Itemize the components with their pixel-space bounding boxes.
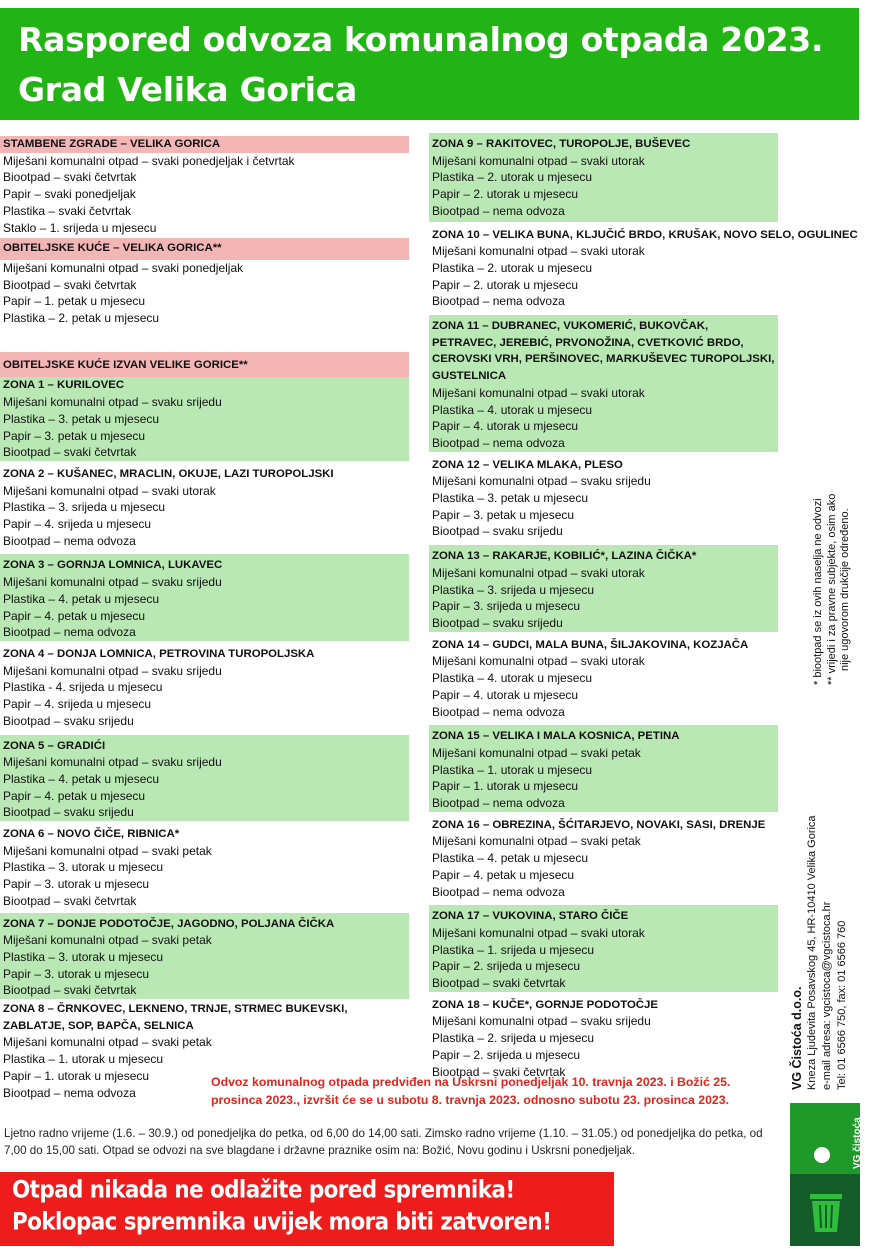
- zone-title: ZONA 14 – GUDCI, MALA BUNA, ŠILJAKOVINA, KOZJAČA: [432, 638, 749, 651]
- list-item: Biootpad – nema odvoza: [432, 884, 565, 899]
- zone-title: ZONA 3 – GORNJA LOMNICA, LUKAVEC: [3, 559, 223, 572]
- list-item: Miješani komunalni otpad – svaku srijedu: [3, 395, 222, 410]
- page-subtitle: Grad Velika Gorica: [18, 70, 357, 109]
- list-item: Miješani komunalni otpad – svaki petak: [3, 843, 212, 858]
- list-item: Biootpad – nema odvoza: [3, 625, 136, 640]
- list-item: Papir – 1. utorak u mjesecu: [432, 779, 579, 794]
- list-item: Plastika - 4. srijeda u mjesecu: [3, 680, 163, 695]
- list-item: Miješani komunalni otpad – svaki petak: [432, 745, 641, 760]
- zone-16: [429, 812, 778, 901]
- list-item: Papir – 1. utorak u mjesecu: [3, 1068, 150, 1083]
- list-item: Plastika – 3. srijeda u mjesecu: [432, 582, 595, 597]
- list-item: Plastika – 1. utorak u mjesecu: [432, 762, 593, 777]
- list-item: Miješani komunalni otpad – svaku srijedu: [3, 663, 222, 678]
- zone-15: [429, 725, 778, 812]
- list-item: Miješani komunalni otpad – svaki ponedjeljak i četvrtak: [3, 153, 295, 168]
- zone-14: [429, 632, 778, 721]
- list-item: Miješani komunalni otpad – svaki utorak: [432, 385, 645, 400]
- zone-17: [429, 905, 778, 992]
- zone-title: ZONA 1 – KURILOVEC: [3, 379, 125, 392]
- zone-11: [429, 315, 778, 452]
- list-item: Miješani komunalni otpad – svaku srijedu: [3, 575, 222, 590]
- list-item: Biootpad – nema odvoza: [432, 704, 565, 719]
- list-item: Staklo – 1. srijeda u mjesecu: [3, 220, 157, 235]
- list-item: Miješani komunalni otpad – svaki utorak: [432, 925, 645, 940]
- list-item: Plastika – svaki četvrtak: [3, 203, 132, 218]
- list-item: Papir – 4. utorak u mjesecu: [432, 419, 579, 434]
- list-item: Miješani komunalni otpad – svaku srijedu: [3, 755, 222, 770]
- zone-title: ZONA 9 – RAKITOVEC, TUROPOLJE, BUŠEVEC: [432, 138, 691, 150]
- list-item: Plastika – 3. petak u mjesecu: [432, 491, 589, 506]
- list-item: Plastika – 4. utorak u mjesecu: [432, 402, 593, 417]
- list-item: Plastika – 3. utorak u mjesecu: [3, 860, 164, 875]
- zone-1: [0, 377, 409, 461]
- list-item: Papir – 4. srijeda u mjesecu: [3, 697, 152, 712]
- zone-4: [0, 641, 409, 730]
- list-item: Miješani komunalni otpad – svaki petak: [3, 933, 212, 948]
- list-item: Miješani komunalni otpad – svaki petak: [3, 1035, 212, 1050]
- footnotes: [812, 494, 853, 685]
- zone-title: ZONA 8 – ČRNKOVEC, LEKNENO, TRNJE, STRMEC BUKEVSKI, ZABLATJE, SOP, BAPČA, SELNICA: [3, 1003, 348, 1032]
- zone-title: ZONA 5 – GRADIĆI: [3, 739, 106, 752]
- list-item: Biootpad – nema odvoza: [3, 533, 136, 548]
- company-address: Kneza Ljudevita Posavskog 45, HR-10410 Velika Gorica: [806, 815, 818, 1090]
- zone-title: ZONA 6 – NOVO ČIČE, RIBNICA*: [3, 828, 180, 841]
- logo-top: [790, 1103, 863, 1174]
- zone-5: [0, 735, 409, 822]
- list-item: Biootpad – nema odvoza: [432, 294, 565, 309]
- zone-title: ZONA 2 – KUŠANEC, MRACLIN, OKUJE, LAZI TUROPOLJSKI: [3, 467, 334, 480]
- list-item: Papir – 2. utorak u mjesecu: [432, 187, 579, 202]
- section-title: STAMBENE ZGRADE – VELIKA GORICA: [0, 136, 409, 153]
- list-item: Miješani komunalni otpad – svaki utorak: [432, 654, 645, 669]
- zone-13: [429, 545, 778, 632]
- list-item: Miješani komunalni otpad – svaki utorak: [432, 244, 645, 259]
- list-item: Plastika – 2. srijeda u mjesecu: [432, 1031, 595, 1046]
- list-item: Biootpad – svaki četvrtak: [3, 277, 137, 292]
- list-item: Miješani komunalni otpad – svaki utorak: [432, 565, 645, 580]
- list-item: Papir – 4. petak u mjesecu: [432, 867, 575, 882]
- list-item: Plastika – 3. utorak u mjesecu: [3, 949, 164, 964]
- list-item: Plastika – 2. utorak u mjesecu: [432, 260, 593, 275]
- zone-12: [429, 452, 778, 541]
- zone-18: [429, 992, 778, 1081]
- list-item: Biootpad – svaku srijedu: [3, 713, 134, 728]
- company-name: VG Čistoća d.o.o.: [790, 986, 804, 1090]
- zone-title: ZONA 7 – DONJE PODOTOČJE, JAGODNO, POLJANA ČIČKA: [3, 917, 335, 930]
- zone-3: [0, 554, 409, 641]
- section-stambene-zgrade: [0, 136, 409, 236]
- page-title: Raspored odvoza komunalnog otpada 2023.: [18, 20, 824, 59]
- company-logo: [790, 1103, 863, 1246]
- list-item: Papir – 2. srijeda u mjesecu: [432, 959, 581, 974]
- list-item: Papir – 4. petak u mjesecu: [3, 788, 146, 803]
- zone-title: ZONA 16 – OBREZINA, ŠĆITARJEVO, NOVAKI, SASI, DRENJE: [432, 818, 766, 831]
- zone-title: ZONA 13 – RAKARJE, KOBILIĆ*, LAZINA ČIČKA*: [432, 550, 697, 563]
- list-item: Miješani komunalni otpad – svaki ponedjeljak: [3, 260, 244, 275]
- list-item: Biootpad – svaki četvrtak: [432, 976, 566, 991]
- list-item: Biootpad – nema odvoza: [432, 203, 565, 218]
- list-item: Papir – svaki ponedjeljak: [3, 187, 136, 202]
- warning-line-2: Poklopac spremnika uvijek mora biti zatvoren!: [12, 1208, 552, 1237]
- holiday-notice: Odvoz komunalnog otpada predviđen na Uskrsni ponedjeljak 10. travnja 2023. i Božić 25. prosinca 2023., izvršit će se u subotu 8. travnja 2023. odnosno subotu 23. prosinca 2023.: [211, 1075, 731, 1107]
- list-item: Biootpad – svaki četvrtak: [3, 893, 137, 908]
- list-item: Biootpad – svaku srijedu: [432, 524, 563, 539]
- list-item: Papir – 4. utorak u mjesecu: [432, 687, 579, 702]
- list-item: Biootpad – svaki četvrtak: [3, 445, 137, 460]
- logo-bottom: [790, 1174, 860, 1246]
- list-item: Plastika – 3. petak u mjesecu: [3, 411, 160, 426]
- left-column: [0, 136, 409, 1101]
- section-obiteljske-kuce: [0, 238, 409, 327]
- list-item: Miješani komunalni otpad – svaki utorak: [3, 483, 216, 498]
- warning-banner: [0, 1172, 614, 1246]
- zone-title: ZONA 11 – DUBRANEC, VUKOMERIĆ, BUKOVČAK, PETRAVEC, JEREBIĆ, PRVONOŽINA, CVETKOVIĆ BRDO, CEROVSKI VRH, PERŠINOVEC, MARKUŠEVEC TUROPOLJSKI, GUSTELNICA: [432, 320, 775, 383]
- zone-title: ZONA 18 – KUČE*, GORNJE PODOTOČJE: [432, 998, 658, 1011]
- section-title: OBITELJSKE KUĆE – VELIKA GORICA**: [0, 238, 409, 260]
- zone-2: [0, 461, 409, 550]
- company-email: e-mail adresa: vgcistoca@vgcistoca.hr: [821, 901, 833, 1090]
- list-item: Miješani komunalni otpad – svaki utorak: [432, 153, 645, 168]
- list-item: Biootpad – svaki četvrtak: [432, 1064, 566, 1079]
- list-item: Papir – 4. petak u mjesecu: [3, 608, 146, 623]
- list-item: Papir – 3. utorak u mjesecu: [3, 877, 150, 892]
- list-item: Miješani komunalni otpad – svaku srijedu: [432, 474, 651, 489]
- warning-line-1: Otpad nikada ne odlažite pored spremnika!: [12, 1176, 515, 1205]
- list-item: Papir – 1. petak u mjesecu: [3, 294, 146, 309]
- zone-7: [0, 913, 409, 1000]
- list-item: Plastika – 3. srijeda u mjesecu: [3, 500, 166, 515]
- zone-10: [429, 222, 858, 311]
- zone-9: [429, 133, 778, 222]
- zone-6: [0, 821, 409, 910]
- list-item: Plastika – 2. utorak u mjesecu: [432, 170, 593, 185]
- company-phone: Tel: 01 6566 750, fax: 01 6566 760: [836, 920, 848, 1090]
- list-item: Plastika – 1. utorak u mjesecu: [3, 1052, 164, 1067]
- working-hours-text: Ljetno radno vrijeme (1.6. – 30.9.) od ponedjeljka do petka, od 6,00 do 14,00 sati. Zimsko radno vrijeme (1.10. – 31.05.) od ponedjeljka do petka, od 7,00 do 15,00 sati. Otpad se odvozi na sve blagdane i državne praznike osim na: Božić, Novu godinu i Uskrsni ponedjeljak.: [4, 1127, 763, 1157]
- list-item: Plastika – 4. petak u mjesecu: [3, 771, 160, 786]
- list-item: Biootpad – nema odvoza: [432, 435, 565, 450]
- list-item: Miješani komunalni otpad – svaku srijedu: [432, 1014, 651, 1029]
- section-izvan-velike-gorice: [0, 352, 409, 378]
- footnote-1: * biootpad se iz ovih naselja ne odvozi: [812, 498, 824, 685]
- company-info: [790, 815, 850, 1090]
- zone-title: ZONA 12 – VELIKA MLAKA, PLESO: [432, 458, 623, 471]
- list-item: Papir – 3. utorak u mjesecu: [3, 966, 150, 981]
- list-item: Papir – 3. petak u mjesecu: [432, 507, 575, 522]
- list-item: Biootpad – nema odvoza: [432, 796, 565, 811]
- logo-text: VG čistoća: [852, 1117, 863, 1169]
- list-item: Plastika – 1. srijeda u mjesecu: [432, 942, 595, 957]
- waste-bin-icon: [790, 1174, 860, 1246]
- list-item: Plastika – 2. petak u mjesecu: [3, 311, 160, 326]
- list-item: Biootpad – svaki četvrtak: [3, 983, 137, 998]
- list-item: Papir – 3. srijeda u mjesecu: [432, 599, 581, 614]
- list-item: Biootpad – svaku srijedu: [432, 615, 563, 630]
- page-header: [0, 8, 859, 120]
- list-item: Plastika – 4. utorak u mjesecu: [432, 671, 593, 686]
- list-item: Biootpad – svaku srijedu: [3, 805, 134, 820]
- footnote-2: ** vrijedi i za pravne subjekte, osim ako: [825, 493, 838, 685]
- list-item: Papir – 4. srijeda u mjesecu: [3, 517, 152, 532]
- zone-title: ZONA 15 – VELIKA I MALA KOSNICA, PETINA: [432, 730, 680, 743]
- footnote-3: nije ugovorom drukčije određeno.: [839, 508, 851, 671]
- list-item: Biootpad – nema odvoza: [3, 1085, 136, 1100]
- list-item: Miješani komunalni otpad – svaki petak: [432, 834, 641, 849]
- list-item: Biootpad – svaki četvrtak: [3, 170, 137, 185]
- zone-title: ZONA 10 – VELIKA BUNA, KLJUČIĆ BRDO, KRUŠAK, NOVO SELO, OGULINEC: [432, 228, 858, 241]
- list-item: Plastika – 4. petak u mjesecu: [3, 591, 160, 606]
- zone-title: ZONA 17 – VUKOVINA, STARO ČIČE: [432, 910, 629, 923]
- list-item: Papir – 2. srijeda u mjesecu: [432, 1047, 581, 1062]
- list-item: Papir – 2. utorak u mjesecu: [432, 277, 579, 292]
- list-item: Plastika – 4. petak u mjesecu: [432, 851, 589, 866]
- leaf-icon: [814, 1147, 830, 1163]
- section-title: OBITELJSKE KUĆE IZVAN VELIKE GORICE**: [3, 358, 248, 371]
- list-item: Papir – 3. petak u mjesecu: [3, 428, 146, 443]
- zone-title: ZONA 4 – DONJA LOMNICA, PETROVINA TUROPOLJSKA: [3, 647, 315, 660]
